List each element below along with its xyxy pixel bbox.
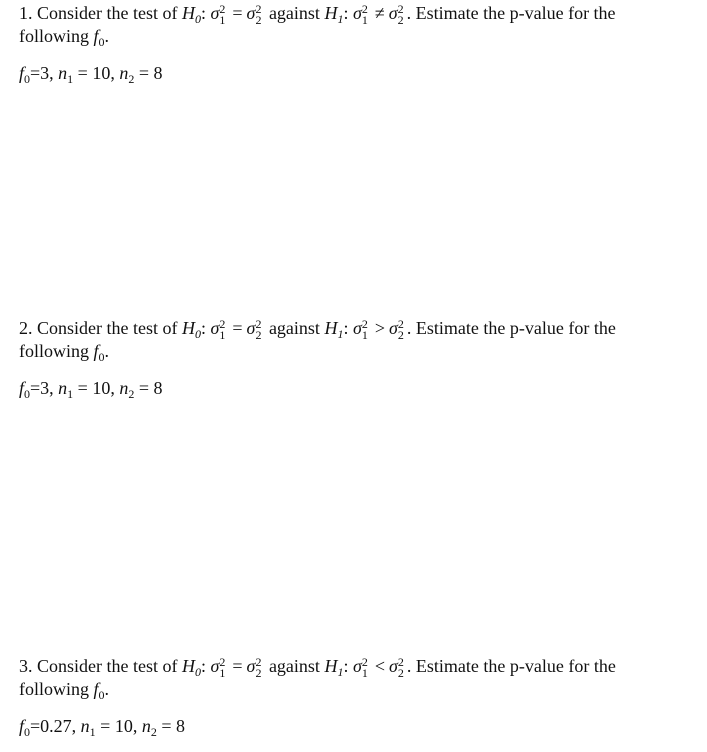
n1-value: = 10,	[100, 716, 138, 736]
following-text: following	[19, 26, 89, 46]
n2-label: $n_2$	[119, 63, 135, 86]
against-text: against	[268, 656, 320, 676]
f-statistic-label: $f_0$	[93, 26, 105, 49]
problem-2-statement: 2. Consider the test of $H_0$: σ 2 1 = σ 2 2 against $H_1$: σ 2 1 > σ 2 2 . Estimate the p-value for the following $f_0$.	[19, 317, 616, 364]
problem-number: 3.	[19, 656, 33, 676]
task-text: Estimate the p-value for the	[415, 318, 616, 338]
f-value: =3,	[30, 63, 54, 83]
problem-1-statement: 1. Consider the test of $H_0$: σ 2 1 = σ 2 2 against $H_1$: σ 2 1 ≠ σ 2 2 . Estimate the p-value for the following $f_0$.	[19, 2, 616, 49]
alternative-hypothesis: $H_1$: σ 2 1 > σ 2 2	[324, 317, 404, 342]
problem-number: 2.	[19, 318, 33, 338]
f-value: =3,	[30, 378, 54, 398]
f-statistic-label: $f_0$	[93, 341, 105, 364]
alternative-hypothesis: $H_1$: σ 2 1 < σ 2 2	[324, 655, 404, 680]
problem-1-parameters	[19, 62, 699, 85]
n2-value: = 8	[138, 378, 163, 398]
intro-text: Consider the test of	[37, 3, 178, 23]
n1-label: $n_1$	[80, 716, 96, 739]
null-hypothesis: $H_0$: σ 2 1 = σ 2 2	[181, 2, 262, 27]
problem-3	[19, 655, 699, 738]
problem-1	[19, 2, 699, 85]
f-statistic: $f_0$	[19, 63, 31, 86]
following-text: following	[19, 679, 89, 699]
problem-number: 1.	[19, 3, 33, 23]
n2-label: $n_2$	[141, 716, 157, 739]
against-text: against	[268, 318, 320, 338]
n2-value: = 8	[161, 716, 185, 736]
intro-text: Consider the test of	[37, 318, 178, 338]
n1-value: = 10,	[77, 378, 115, 398]
null-hypothesis: $H_0$: σ 2 1 = σ 2 2	[181, 655, 262, 680]
n2-value: = 8	[138, 63, 163, 83]
problem-2	[19, 317, 699, 400]
null-hypothesis: $H_0$: σ 2 1 = σ 2 2	[181, 317, 262, 342]
following-text: following	[19, 341, 89, 361]
alternative-hypothesis: $H_1$: σ 2 1 ≠ σ 2 2	[324, 2, 404, 27]
problem-3-statement: 3. Consider the test of $H_0$: σ 2 1 = σ 2 2 against $H_1$: σ 2 1 < σ 2 2 . Estimate the p-value for the following $f_0$.	[19, 655, 616, 702]
f-statistic-label: $f_0$	[93, 679, 105, 702]
problem-2-parameters	[19, 377, 699, 400]
n2-label: $n_2$	[119, 378, 135, 401]
n1-value: = 10,	[77, 63, 115, 83]
problem-3-parameters	[19, 715, 699, 738]
f-value: =0.27,	[30, 716, 77, 736]
task-text: Estimate the p-value for the	[415, 656, 616, 676]
n1-label: $n_1$	[58, 378, 74, 401]
intro-text: Consider the test of	[37, 656, 178, 676]
f-statistic: $f_0$	[19, 378, 31, 401]
against-text: against	[268, 3, 320, 23]
task-text: Estimate the p-value for the	[415, 3, 616, 23]
n1-label: $n_1$	[58, 63, 74, 86]
f-statistic: $f_0$	[19, 716, 31, 739]
